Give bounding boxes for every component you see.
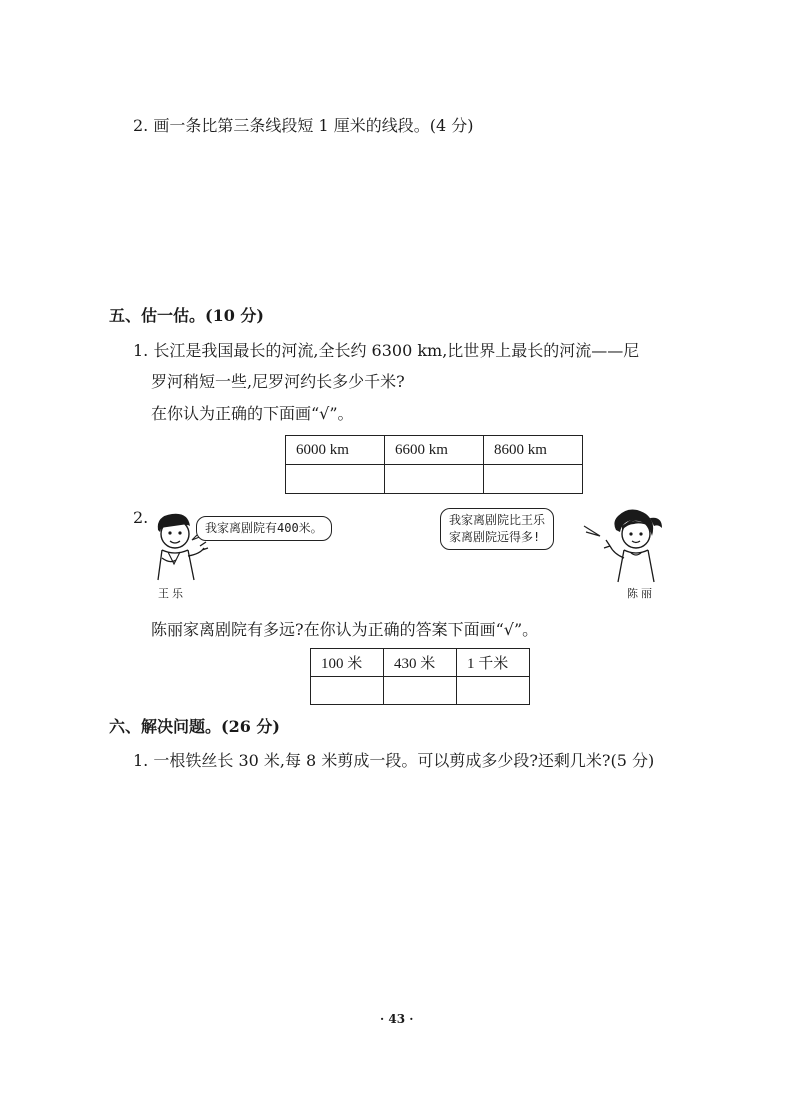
- estimate-table-1: [285, 435, 583, 494]
- option-cell: 8600 km: [484, 436, 583, 465]
- option-cell: 1 千米: [457, 649, 530, 677]
- answer-cell[interactable]: [311, 677, 384, 705]
- answer-cell[interactable]: [484, 465, 583, 494]
- answer-cell[interactable]: [385, 465, 484, 494]
- chenli-speech-line-1: 我家离剧院比王乐: [449, 513, 546, 527]
- answer-cell[interactable]: [384, 677, 457, 705]
- wangle-speech-bubble: [196, 516, 332, 541]
- chenli-name: 陈丽: [627, 587, 655, 600]
- section-5-title: 五、估一估。(10 分): [109, 306, 264, 325]
- question-5-1-line-2: 罗河稍短一些,尼罗河约长多少千米?: [151, 372, 405, 391]
- wangle-speech-text: 我家离剧院有400米。: [205, 521, 323, 535]
- option-cell: 6600 km: [385, 436, 484, 465]
- section-6-title: 六、解决问题。(26 分): [109, 717, 280, 736]
- question-4-2: 2. 画一条比第三条线段短 1 厘米的线段。(4 分): [133, 116, 474, 135]
- question-5-1-line-1: 1. 长江是我国最长的河流,全长约 6300 km,比世界上最长的河流——尼: [133, 341, 640, 360]
- speech-tail-right: [582, 524, 602, 540]
- option-cell: 430 米: [384, 649, 457, 677]
- page-number: · 43 ·: [380, 1012, 414, 1026]
- question-5-1-instruction: 在你认为正确的下面画“√”。: [151, 404, 354, 423]
- question-5-2-text: 陈丽家离剧院有多远?在你认为正确的答案下面画“√”。: [151, 620, 539, 639]
- question-6-1: 1. 一根铁丝长 30 米,每 8 米剪成一段。可以剪成多少段?还剩几米?(5 分): [133, 751, 655, 770]
- question-5-2-number: 2.: [133, 508, 149, 527]
- girl-chenli-illustration: [600, 506, 670, 584]
- wangle-name: 王乐: [158, 587, 186, 600]
- answer-cell[interactable]: [457, 677, 530, 705]
- option-cell: 100 米: [311, 649, 384, 677]
- chenli-speech-bubble: [440, 508, 554, 550]
- chenli-speech-line-2: 家离剧院远得多!: [449, 530, 541, 544]
- answer-cell[interactable]: [286, 465, 385, 494]
- estimate-table-2: [310, 648, 530, 705]
- option-cell: 6000 km: [286, 436, 385, 465]
